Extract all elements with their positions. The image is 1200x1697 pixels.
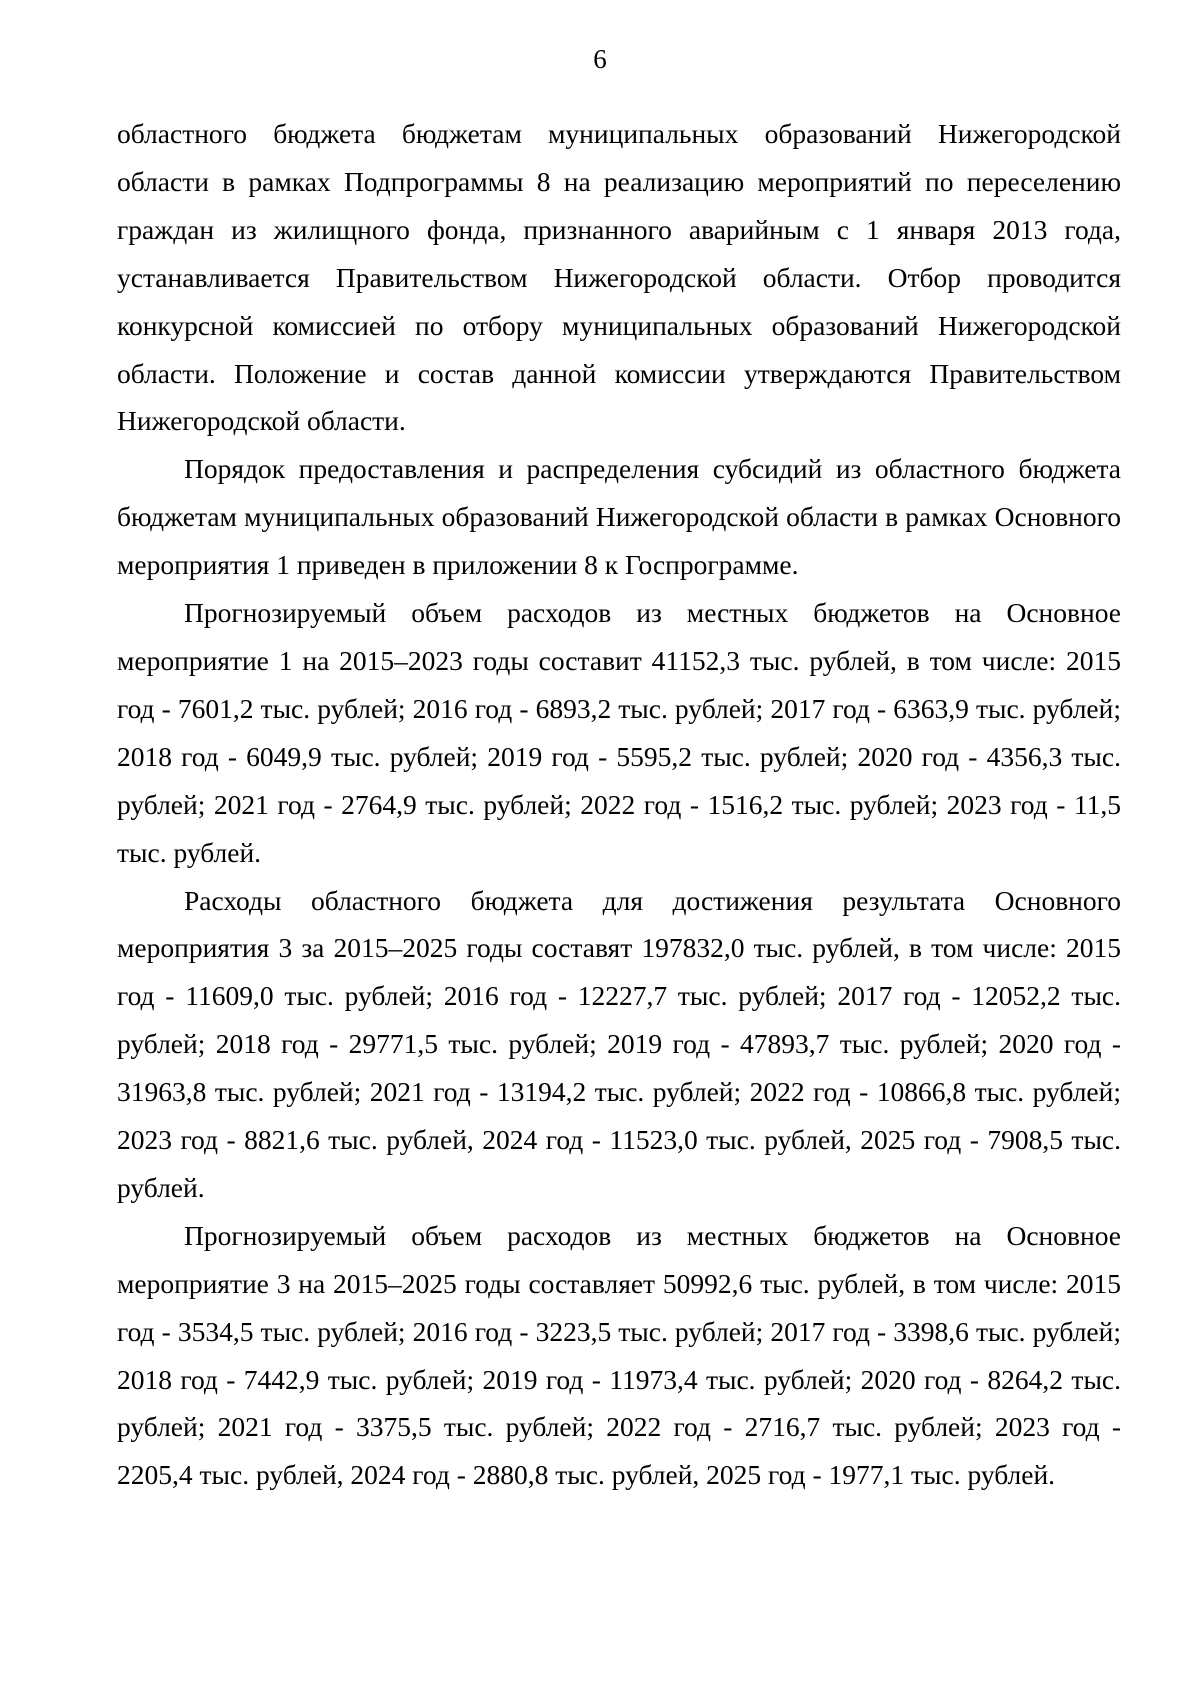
paragraph-local-budget-activity-1: Прогнозируемый объем расходов из местных бюджетов на Основное мероприятие 1 на 2015–2023 годы составит 41152,3 тыс. рублей, в том числе: 2015 год - 7601,2 тыс. рублей; 2016 год - 6893,2 тыс. рублей; 2017 год - 6363,9 тыс. рублей; 2018 год - 6049,9 тыс. рублей; 2019 год - 5595,2 тыс. рублей; 2020 год - 4356,3 тыс. рублей; 2021 год - 2764,9 тыс. рублей; 2022 год - 1516,2 тыс. рублей; 2023 год - 11,5 тыс. рублей. xyxy=(117,597,1121,868)
paragraph-subsidy-procedure: Порядок предоставления и распределения субсидий из областного бюджета бюджетам муниципальных образований Нижегородской области в рамках Основного мероприятия 1 приведен в приложении 8 к Госпрограмме. xyxy=(117,453,1121,581)
paragraph-regional-budget-activity-3: Расходы областного бюджета для достижения результата Основного мероприятия 3 за 2015–2025 годы составят 197832,0 тыс. рублей, в том числе: 2015 год - 11609,0 тыс. рублей; 2016 год - 12227,7 тыс. рублей; 2017 год - 12052,2 тыс. рублей; 2018 год - 29771,5 тыс. рублей; 2019 год - 47893,7 тыс. рублей; 2020 год - 31963,8 тыс. рублей; 2021 год - 13194,2 тыс. рублей; 2022 год - 10866,8 тыс. рублей; 2023 год - 8821,6 тыс. рублей, 2024 год - 11523,0 тыс. рублей, 2025 год - 7908,5 тыс. рублей. xyxy=(117,884,1121,1203)
paragraph-local-budget-activity-3: Прогнозируемый объем расходов из местных бюджетов на Основное мероприятие 3 на 2015–2025 годы составляет 50992,6 тыс. рублей, в том числе: 2015 год - 3534,5 тыс. рублей; 2016 год - 3223,5 тыс. рублей; 2017 год - 3398,6 тыс. рублей; 2018 год - 7442,9 тыс. рублей; 2019 год - 11973,4 тыс. рублей; 2020 год - 8264,2 тыс. рублей; 2021 год - 3375,5 тыс. рублей; 2022 год - 2716,7 тыс. рублей; 2023 год - 2205,4 тыс. рублей, 2024 год - 2880,8 тыс. рублей, 2025 год - 1977,1 тыс. рублей. xyxy=(117,1219,1121,1491)
page-number: 6 xyxy=(593,44,607,74)
document-body xyxy=(117,110,1121,1499)
paragraph-continuation: областного бюджета бюджетам муниципальных образований Нижегородской области в рамках Подпрограммы 8 на реализацию мероприятий по переселению граждан из жилищного фонда, признанного аварийным с 1 января 2013 года, устанавливается Правительством Нижегородской области. Отбор проводится конкурсной комиссией по отбору муниципальных образований Нижегородской области. Положение и состав данной комиссии утверждаются Правительством Нижегородской области. xyxy=(117,118,1121,437)
